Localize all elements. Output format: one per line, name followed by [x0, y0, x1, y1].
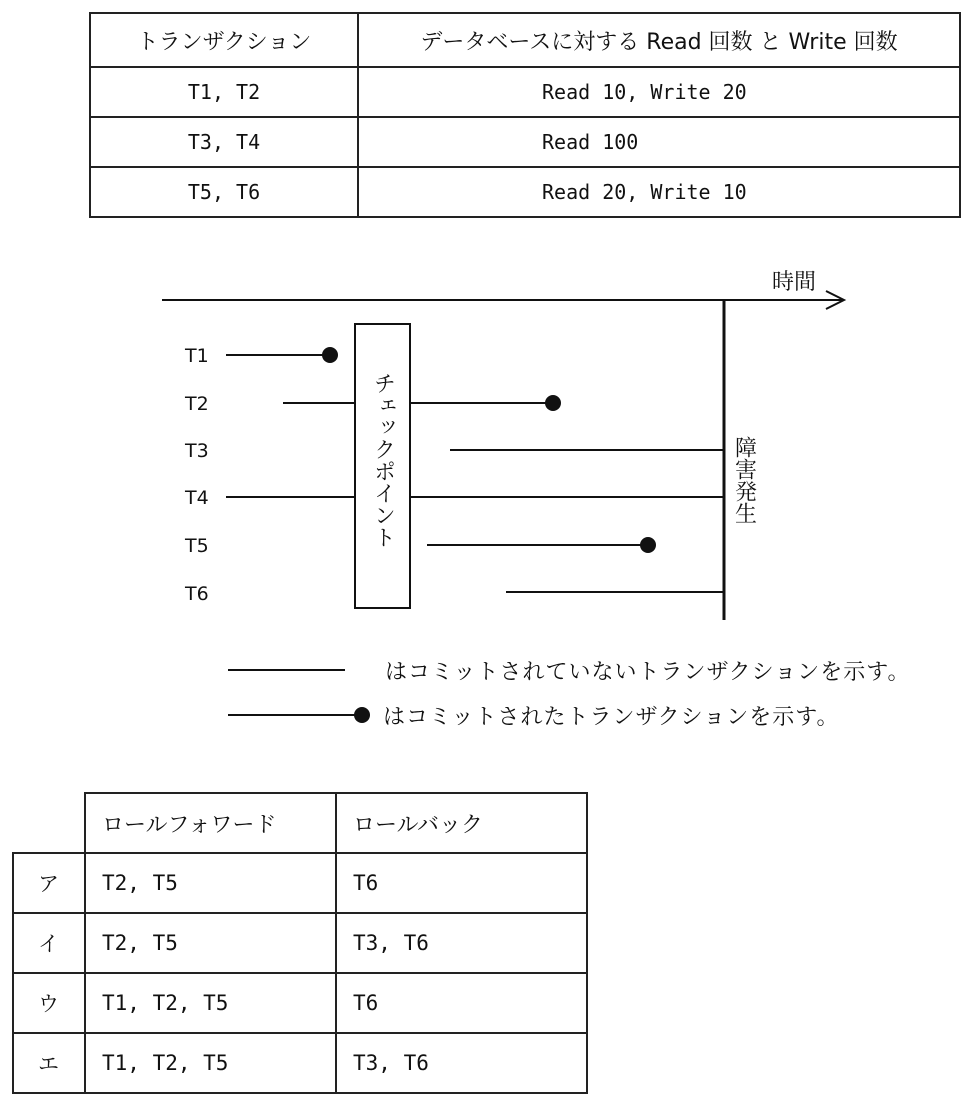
answer-label: エ [13, 1033, 85, 1093]
header-rollback: ロールバック [336, 793, 587, 853]
rollforward-cell: T2, T5 [85, 913, 336, 973]
answer-label: ア [13, 853, 85, 913]
rollback-cell: T3, T6 [336, 1033, 587, 1093]
rollback-cell: T3, T6 [336, 913, 587, 973]
tx-label-t6: T6 [185, 583, 209, 605]
rw-cell: Read 10, Write 20 [358, 67, 960, 117]
tx-label-t4: T4 [185, 487, 209, 509]
answer-label: ウ [13, 973, 85, 1033]
legend-committed-text: はコミットされたトランザクションを示す。 [383, 705, 840, 730]
rw-cell: Read 100 [358, 117, 960, 167]
failure-label: 障害発生 [731, 436, 757, 524]
tx-label-t5: T5 [185, 535, 209, 557]
header-transaction: トランザクション [90, 13, 358, 67]
header-read-write: データベースに対する Read 回数 と Write 回数 [358, 13, 960, 67]
answer-row [13, 973, 587, 1033]
commit-marker-t5 [640, 537, 656, 553]
rw-cell: Read 20, Write 10 [358, 167, 960, 217]
answer-row [13, 853, 587, 913]
legend-commit-marker [354, 707, 370, 723]
header-rollforward: ロールフォワード [85, 793, 336, 853]
tx-cell: T5, T6 [90, 167, 358, 217]
tx-cell: T1, T2 [90, 67, 358, 117]
time-label: 時間 [772, 270, 817, 295]
legend-uncommitted-text: はコミットされていないトランザクションを示す。 [385, 660, 911, 685]
tx-label-t1: T1 [185, 345, 209, 367]
commit-marker-t2 [545, 395, 561, 411]
checkpoint-label: チェックポイント [370, 372, 396, 548]
answer-row [13, 913, 587, 973]
tx-cell: T3, T4 [90, 117, 358, 167]
answer-table [12, 792, 588, 1094]
rollback-cell: T6 [336, 853, 587, 913]
rollforward-cell: T1, T2, T5 [85, 1033, 336, 1093]
commit-marker-t1 [322, 347, 338, 363]
tx-label-t3: T3 [185, 440, 209, 462]
answer-label: イ [13, 913, 85, 973]
tx-label-t2: T2 [185, 393, 209, 415]
table-header-row [13, 793, 587, 853]
rollforward-cell: T1, T2, T5 [85, 973, 336, 1033]
rollforward-cell: T2, T5 [85, 853, 336, 913]
corner-cell [13, 793, 85, 853]
answer-row [13, 1033, 587, 1093]
rollback-cell: T6 [336, 973, 587, 1033]
